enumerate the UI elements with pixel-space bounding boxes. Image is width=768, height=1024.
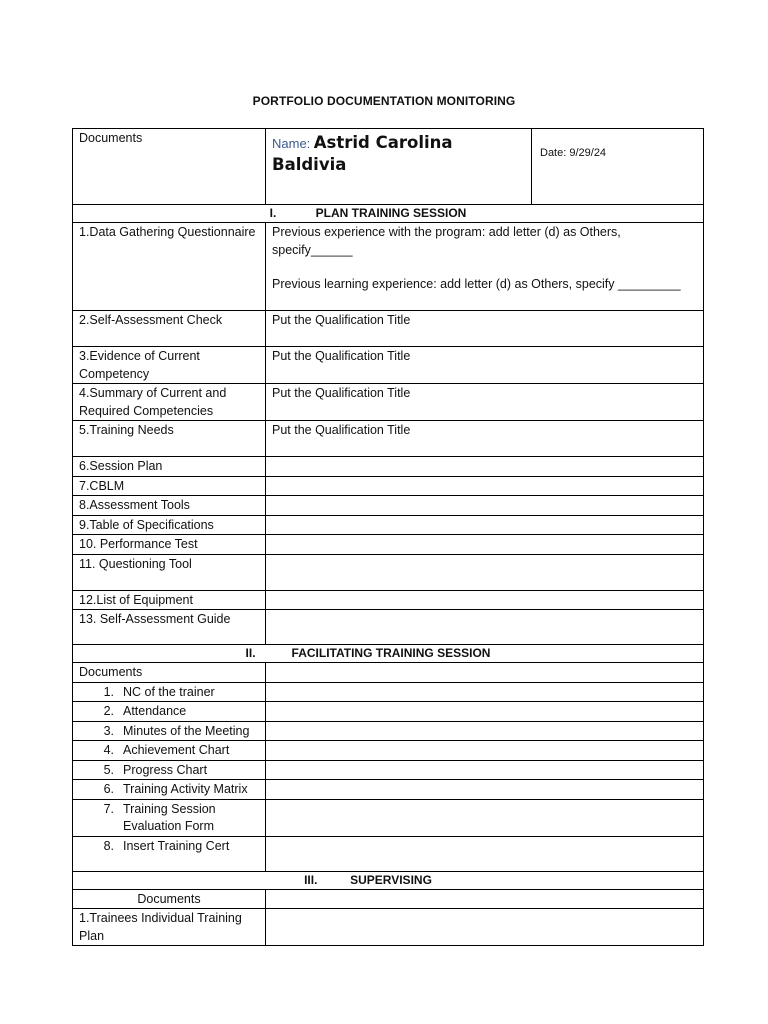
table-row xyxy=(73,721,704,741)
document-cell: 1.Trainees Individual Training Plan xyxy=(73,909,266,946)
section-header-plan xyxy=(73,205,704,223)
note-cell xyxy=(266,836,704,871)
table-row xyxy=(73,836,704,871)
table-row xyxy=(73,476,704,496)
table-row xyxy=(73,223,704,311)
name-value: Astrid Carolina Baldivia xyxy=(272,133,453,174)
item-text: Achievement Chart xyxy=(123,743,230,757)
document-cell xyxy=(73,721,266,741)
document-cell xyxy=(73,741,266,761)
note-cell: Put the Qualification Title xyxy=(266,384,704,421)
document-cell: 9.Table of Specifications xyxy=(73,515,266,535)
section-number: II. xyxy=(245,646,256,660)
item-text: NC of the trainer xyxy=(123,684,215,699)
item-text: Progress Chart xyxy=(123,762,208,777)
documents-label: Documents xyxy=(73,889,266,909)
date-cell: Date: 9/29/24 xyxy=(532,129,704,205)
note-cell xyxy=(266,682,704,702)
table-row xyxy=(73,496,704,516)
note-cell xyxy=(266,760,704,780)
document-cell: 3.Evidence of Current Competency xyxy=(73,347,266,384)
table-row xyxy=(73,780,704,800)
table-row xyxy=(73,760,704,780)
note-cell xyxy=(266,554,704,590)
item-number: 8. xyxy=(103,838,114,853)
table-row xyxy=(73,554,704,590)
item-number: 6. xyxy=(103,782,114,796)
table-row xyxy=(73,515,704,535)
document-cell: 2.Self-Assessment Check xyxy=(73,311,266,347)
note-cell: Put the Qualification Title xyxy=(266,347,704,384)
item-number: 2. xyxy=(103,704,114,718)
table-row xyxy=(73,457,704,477)
item-text: Training Session Evaluation Form xyxy=(123,801,216,833)
note-cell xyxy=(266,496,704,516)
page-title: PORTFOLIO DOCUMENTATION MONITORING xyxy=(252,94,516,108)
item-number: 5. xyxy=(103,762,114,777)
section-number: I. xyxy=(269,206,277,220)
note-cell: Put the Qualification Title xyxy=(266,311,704,347)
documents-label: Documents xyxy=(73,663,266,683)
item-number: 7. xyxy=(103,801,114,816)
note-cell xyxy=(266,909,704,946)
document-cell: 12.List of Equipment xyxy=(73,590,266,610)
section-title: PLAN TRAINING SESSION xyxy=(315,206,467,220)
document-cell: 1.Data Gathering Questionnaire xyxy=(73,223,266,311)
document-cell xyxy=(73,702,266,722)
item-text: Insert Training Cert xyxy=(123,838,230,853)
note-cell xyxy=(266,476,704,496)
item-text: Minutes of the Meeting xyxy=(123,723,250,738)
item-number: 1. xyxy=(103,684,114,699)
note-cell xyxy=(266,590,704,610)
note-cell xyxy=(266,799,704,836)
document-cell: 6.Session Plan xyxy=(73,457,266,477)
note-cell xyxy=(266,535,704,555)
item-text: Attendance xyxy=(123,704,187,718)
document-cell: 4.Summary of Current and Required Competencies xyxy=(73,384,266,421)
note-line: Previous experience with the program: add letter (d) as Others, specify______ xyxy=(272,225,621,257)
section-title: SUPERVISING xyxy=(350,872,432,887)
note-cell xyxy=(266,780,704,800)
monitoring-table xyxy=(72,128,704,946)
item-number: 4. xyxy=(103,743,114,757)
document-cell: 5.Training Needs xyxy=(73,421,266,457)
note-cell xyxy=(266,457,704,477)
section-header-supervising xyxy=(73,871,704,889)
document-cell: 11. Questioning Tool xyxy=(73,554,266,590)
note-cell xyxy=(266,889,704,909)
note-cell xyxy=(266,702,704,722)
table-row xyxy=(73,682,704,702)
note-cell xyxy=(266,741,704,761)
name-cell xyxy=(266,129,532,205)
document-cell: 7.CBLM xyxy=(73,476,266,496)
document-cell xyxy=(73,780,266,800)
document-cell: 10. Performance Test xyxy=(73,535,266,555)
section-header-facilitating xyxy=(73,645,704,663)
table-row xyxy=(73,702,704,722)
document-cell: 8.Assessment Tools xyxy=(73,496,266,516)
note-line: Previous learning experience: add letter (d) as Others, specify _________ xyxy=(272,277,681,291)
note-cell xyxy=(266,610,704,645)
document-cell xyxy=(73,682,266,702)
note-cell xyxy=(266,721,704,741)
table-row xyxy=(73,535,704,555)
document-cell xyxy=(73,836,266,871)
note-cell xyxy=(266,663,704,683)
table-row xyxy=(73,663,704,683)
table-row xyxy=(73,347,704,384)
table-row xyxy=(73,421,704,457)
header-row xyxy=(73,129,704,205)
document-cell xyxy=(73,799,266,836)
note-cell: Put the Qualification Title xyxy=(266,421,704,457)
note-cell xyxy=(266,515,704,535)
item-number: 3. xyxy=(103,723,114,738)
item-text: Training Activity Matrix xyxy=(123,782,248,796)
table-row xyxy=(73,590,704,610)
document-cell: 13. Self-Assessment Guide xyxy=(73,610,266,645)
table-row xyxy=(73,384,704,421)
table-row xyxy=(73,741,704,761)
table-row xyxy=(73,799,704,836)
note-cell xyxy=(266,223,704,311)
table-row xyxy=(73,610,704,645)
section-title: FACILITATING TRAINING SESSION xyxy=(291,646,491,660)
table-row xyxy=(73,311,704,347)
document-cell xyxy=(73,760,266,780)
table-row xyxy=(73,889,704,909)
name-label: Name: xyxy=(272,136,311,151)
table-row xyxy=(73,909,704,946)
section-number: III. xyxy=(304,872,318,887)
documents-header: Documents xyxy=(73,129,266,205)
